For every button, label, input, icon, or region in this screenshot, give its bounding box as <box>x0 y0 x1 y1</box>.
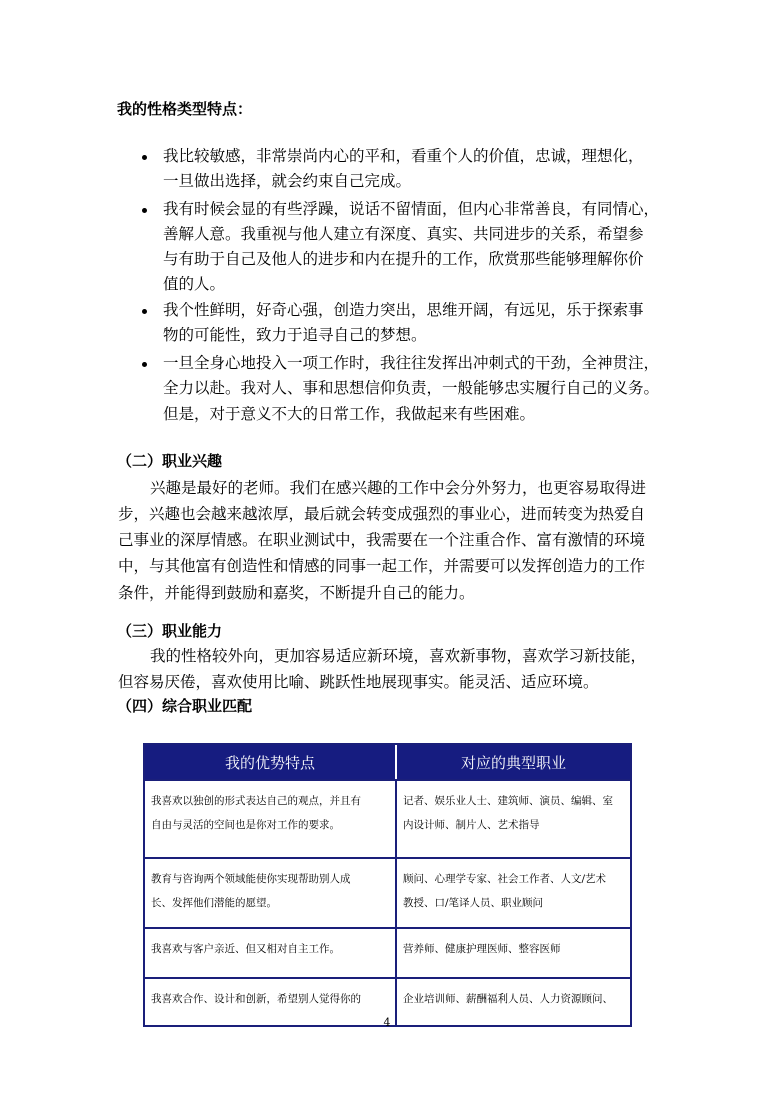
bullet-4-line-1: 一旦全身心地投入一项工作时，我往往发挥出冲刺式的干劲，全神贯注， <box>163 354 660 372</box>
cell-line: 内设计师、制片人、艺术指导 <box>403 819 540 831</box>
interest-line-2: 步，兴趣也会越来越浓厚，最后就会转变成强烈的事业心，进而转变为热爱自 <box>118 505 646 523</box>
cell-line: 我喜欢与客户亲近、但又相对自主工作。 <box>151 943 340 955</box>
page-number: 4 <box>383 1016 391 1029</box>
cell-line: 长、发挥他们潜能的愿望。 <box>151 897 277 909</box>
interest-line-3: 己事业的深厚情感。在职业测试中，我需要在一个注重合作、富有激情的环境 <box>118 531 646 549</box>
career-match-table <box>143 743 632 1027</box>
table-row <box>145 779 630 857</box>
bullet-4-line-3: 但是，对于意义不大的日常工作，我做起来有些困难。 <box>163 405 536 423</box>
career-cell <box>397 927 630 977</box>
bullet-1-line-1: 我比较敏感，非常崇尚内心的平和，看重个人的价值，忠诚，理想化， <box>163 147 644 165</box>
bullet-3-line-1: 我个性鲜明，好奇心强，创造力突出，思维开阔，有远见，乐于探索事 <box>163 301 644 319</box>
header-careers: 对应的典型职业 <box>397 745 630 779</box>
cell-line: 顾问、心理学专家、社会工作者、人文/艺术 <box>403 873 607 885</box>
career-cell <box>397 857 630 927</box>
ability-line-2: 但容易厌倦，喜欢使用比喻、跳跃性地展现事实。能灵活、适应环境。 <box>118 673 599 691</box>
bullet-2-line-4: 值的人。 <box>163 275 226 293</box>
cell-line: 自由与灵活的空间也是你对工作的要求。 <box>151 819 340 831</box>
cell-line: 教授、口/笔译人员、职业顾问 <box>403 897 544 909</box>
cell-line: 营养师、健康护理医师、整容医师 <box>403 943 561 955</box>
bullet-4-line-2: 全力以赴。我对人、事和思想信仰负责，一般能够忠实履行自己的义务。 <box>163 379 660 397</box>
interest-line-5: 条件，并能得到鼓励和嘉奖，不断提升自己的能力。 <box>118 584 475 602</box>
ability-heading: （三）职业能力 <box>117 622 223 640</box>
career-cell <box>397 779 630 857</box>
strength-cell <box>145 779 397 857</box>
interest-line-4: 中，与其他富有创造性和情感的同事一起工作，并需要可以发挥创造力的工作 <box>118 557 646 575</box>
bullet-1-line-2: 一旦做出选择，就会约束自己完成。 <box>163 172 412 190</box>
bullet-2 <box>142 208 147 213</box>
bullet-3 <box>142 309 147 314</box>
cell-line: 我喜欢以独创的形式表达自己的观点，并且有 <box>151 795 361 807</box>
bullet-2-line-2: 善解人意。我重视与他人建立有深度、真实、共同进步的关系，希望参 <box>163 225 644 243</box>
cell-line: 企业培训师、薪酬福利人员、人力资源顾问、 <box>403 993 613 1005</box>
cell-line: 记者、娱乐业人士、建筑师、演员、编辑、室 <box>403 795 613 807</box>
bullet-2-line-3: 与有助于自己及他人的进步和内在提升的工作，欣赏那些能够理解你价 <box>163 250 644 268</box>
personality-heading: 我的性格类型特点： <box>117 100 253 118</box>
bullet-4 <box>142 362 147 367</box>
cell-line: 我喜欢合作、设计和创新，希望别人觉得你的 <box>151 993 361 1005</box>
strength-cell <box>145 927 397 977</box>
bullet-2-line-1: 我有时候会显的有些浮躁，说话不留情面，但内心非常善良，有同情心， <box>163 200 660 218</box>
interest-line-1: 兴趣是最好的老师。我们在感兴趣的工作中会分外努力，也更容易取得进 <box>150 479 647 497</box>
match-heading: （四）综合职业匹配 <box>117 697 253 715</box>
table-header-row <box>145 745 630 779</box>
table-row <box>145 927 630 977</box>
bullet-3-line-2: 物的可能性，致力于追寻自己的梦想。 <box>163 326 427 344</box>
bullet-1 <box>142 155 147 160</box>
ability-line-1: 我的性格较外向，更加容易适应新环境，喜欢新事物，喜欢学习新技能， <box>150 647 647 665</box>
cell-line: 教育与咨询两个领域能使你实现帮助别人成 <box>151 873 351 885</box>
table-row <box>145 857 630 927</box>
interest-heading: （二）职业兴趣 <box>117 452 223 470</box>
strength-cell <box>145 857 397 927</box>
header-strengths: 我的优势特点 <box>145 745 397 779</box>
